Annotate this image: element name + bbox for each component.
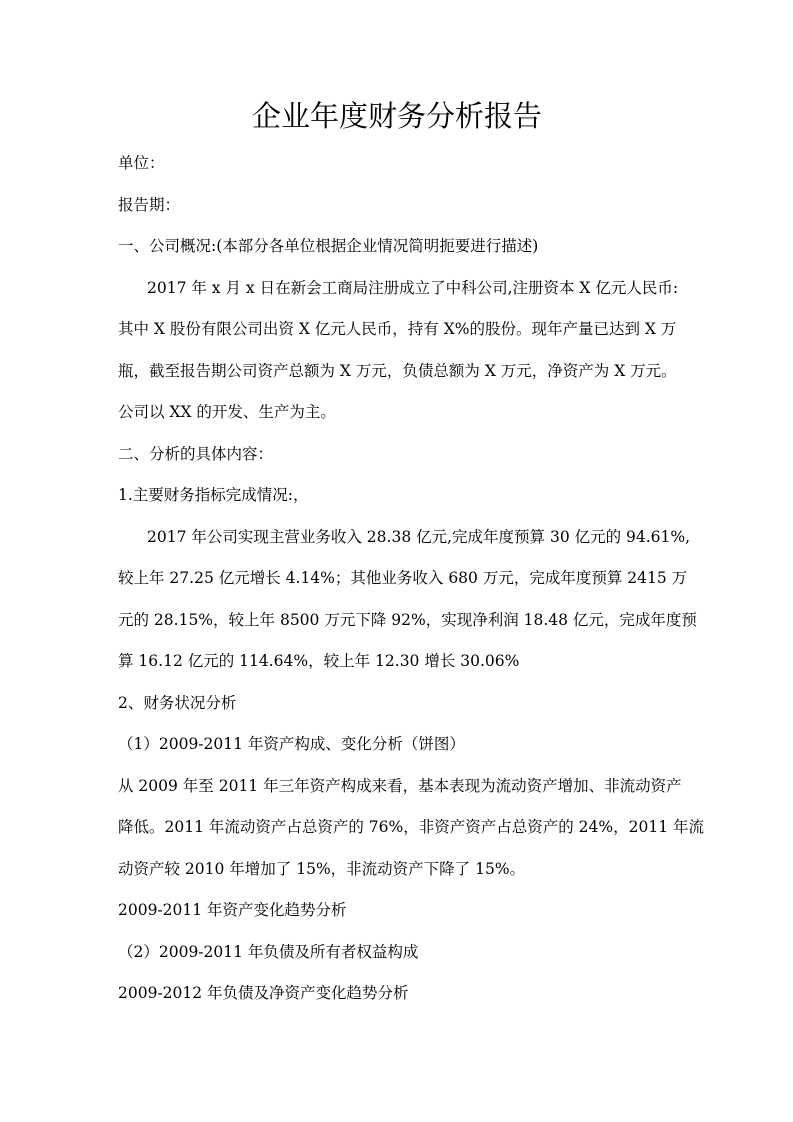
section1-line: 公司以 XX 的开发、生产为主。 xyxy=(118,403,336,421)
unit-label: 单位： xyxy=(118,154,165,172)
sub1-line: 动资产较 2010 年增加了 15%，非流动资产下降了 15%。 xyxy=(118,859,526,878)
item1-line: 2017 年公司实现主营业务收入 28.38 亿元,完成年度预算 30 亿元的 94.61%, xyxy=(147,527,691,546)
document-body xyxy=(118,143,705,1015)
section1-line: 其中 X 股份有限公司出资 X 亿元人民币，持有 X%的股份。现年产量已达到 X 万 xyxy=(118,320,677,338)
section1-heading: 一、公司概况:(本部分各单位根据企业情况简明扼要进行描述) xyxy=(118,237,539,255)
sub1-heading: （1）2009-2011 年资产构成、变化分析（饼图） xyxy=(118,735,465,753)
item1-line: 算 16.12 亿元的 114.64%，较上年 12.30 增长 30.06% xyxy=(118,652,520,670)
sub1-line: 从 2009 年至 2011 年三年资产构成来看，基本表现为流动资产增加、非流动资产 xyxy=(118,776,682,795)
section2-heading: 二、分析的具体内容： xyxy=(118,444,274,463)
sub1-line: 降低。2011 年流动资产占总资产的 76%，非资产资产占总资产的 24%，2011 年流 xyxy=(118,818,705,836)
item1-line: 较上年 27.25 亿元增长 4.14%；其他业务收入 680 万元，完成年度预算 2415 万 xyxy=(118,569,688,587)
section1-line: 2017 年 x 月 x 日在新会工商局注册成立了中科公司,注册资本 X 亿元人民币: xyxy=(147,278,679,297)
document-title: 企业年度财务分析报告 xyxy=(251,99,542,133)
trend1-heading: 2009-2011 年资产变化趋势分析 xyxy=(118,901,347,919)
item1-line: 元的 28.15%，较上年 8500 万元下降 92%，实现净利润 18.48 亿元，完成年度预 xyxy=(118,610,697,629)
sub2-heading: （2）2009-2011 年负债及所有者权益构成 xyxy=(118,942,419,961)
item1-heading: 1.主要财务指标完成情况:， xyxy=(118,486,309,504)
trend2-heading: 2009-2012 年负债及净资产变化趋势分析 xyxy=(118,984,409,1002)
item2-heading: 2、财务状况分析 xyxy=(118,693,237,712)
period-label: 报告期： xyxy=(118,195,181,214)
section1-line: 瓶，截至报告期公司资产总额为 X 万元，负债总额为 X 万元，净资产为 X 万元。 xyxy=(118,361,677,380)
